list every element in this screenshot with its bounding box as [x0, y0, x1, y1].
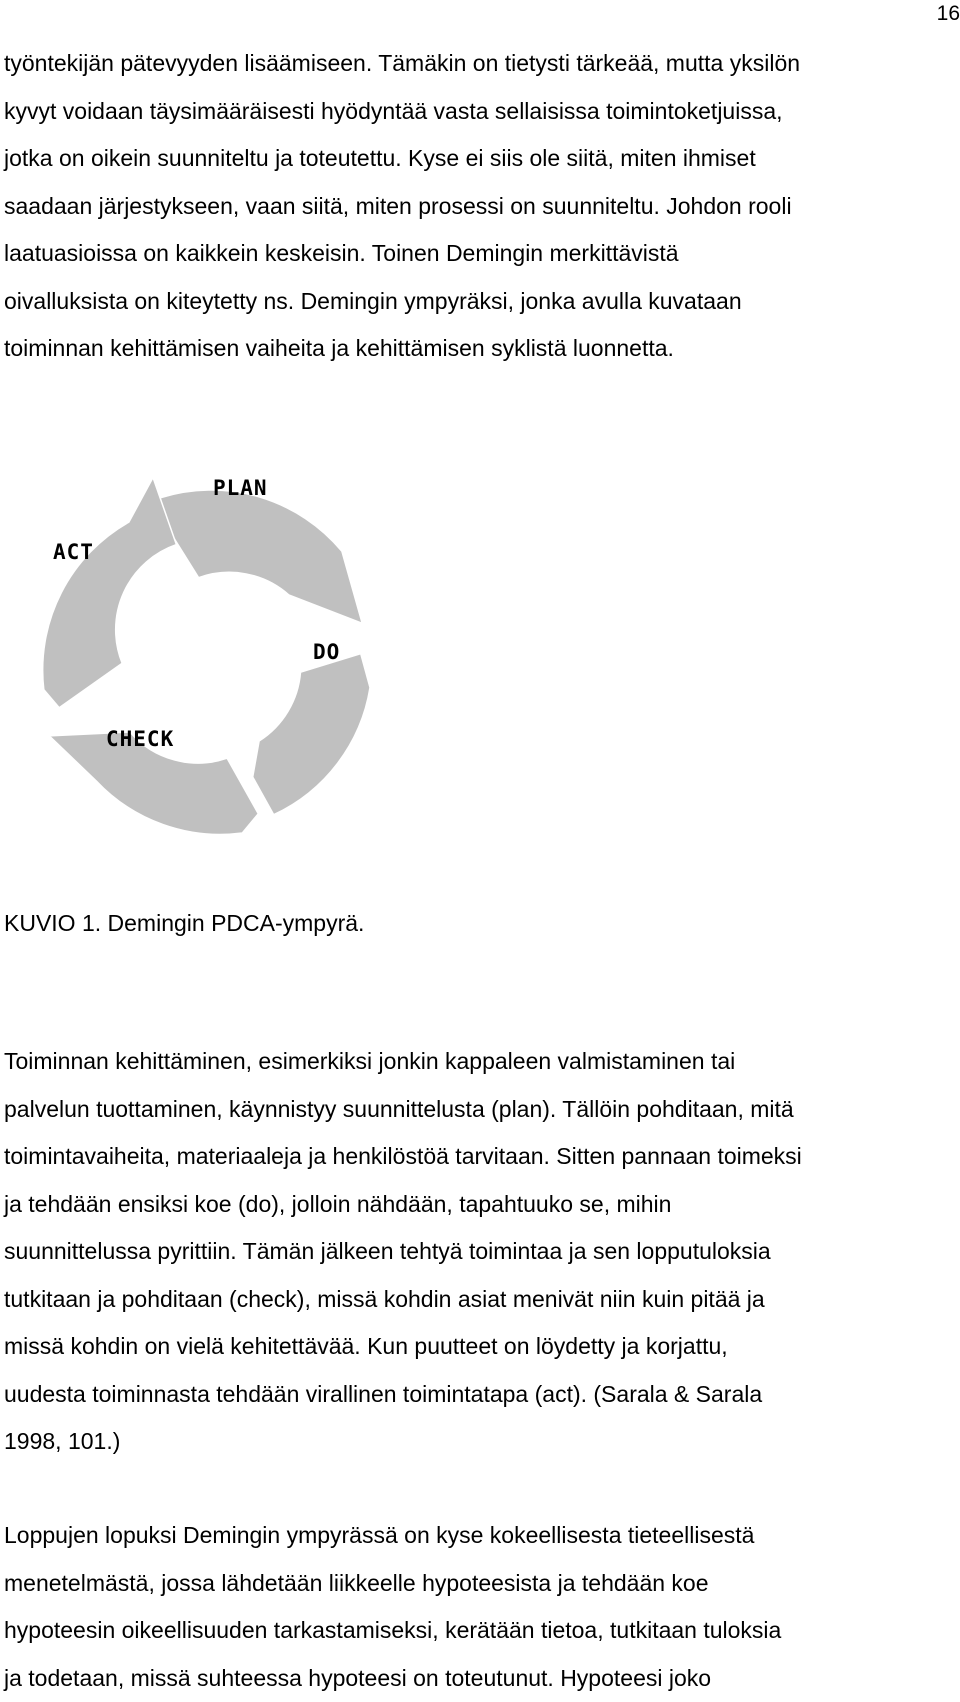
text-line: missä kohdin on vielä kehitettävää. Kun puutteet on löydetty ja korjattu, [4, 1323, 949, 1371]
text-line: suunnittelussa pyrittiin. Tämän jälkeen tehtyä toimintaa ja sen lopputuloksia [4, 1228, 949, 1276]
text-line: kyvyt voidaan täysimääräisesti hyödyntää vasta sellaisissa toimintoketjuissa, [4, 88, 949, 136]
text-line: ja todetaan, missä suhteessa hypoteesi on toteutunut. Hypoteesi joko [4, 1655, 949, 1702]
text-line: 1998, 101.) [4, 1418, 949, 1466]
paragraph-3 [4, 1512, 949, 1702]
text-line: tutkitaan ja pohditaan (check), missä kohdin asiat menivät niin kuin pitää ja [4, 1276, 949, 1324]
figure-caption: KUVIO 1. Demingin PDCA-ympyrä. [4, 905, 364, 941]
text-line: menetelmästä, jossa lähdetään liikkeelle hypoteesista ja tehdään koe [4, 1560, 949, 1608]
text-line: Loppujen lopuksi Demingin ympyrässä on kyse kokeellisesta tieteellisestä [4, 1512, 949, 1560]
act-label: ACT [53, 540, 94, 564]
plan-label: PLAN [213, 476, 268, 500]
text-line: oivalluksista on kiteytetty ns. Demingin ympyräksi, jonka avulla kuvataan [4, 278, 949, 326]
text-line: ja tehdään ensiksi koe (do), jolloin nähdään, tapahtuuko se, mihin [4, 1181, 949, 1229]
text-line: uudesta toiminnasta tehdään virallinen toimintatapa (act). (Sarala & Sarala [4, 1371, 949, 1419]
text-line: toimintavaiheita, materiaaleja ja henkilöstöä tarvitaan. Sitten pannaan toimeksi [4, 1133, 949, 1181]
text-line: saadaan järjestykseen, vaan siitä, miten prosessi on suunniteltu. Johdon rooli [4, 183, 949, 231]
paragraph-1 [4, 40, 949, 373]
pdca-cycle-figure [30, 475, 408, 855]
page-number: 16 [937, 0, 960, 28]
act-arrow-segment [43, 478, 177, 708]
text-line: työntekijän pätevyyden lisäämiseen. Tämäkin on tietysti tärkeää, mutta yksilön [4, 40, 949, 88]
do-arrow-segment [253, 654, 370, 815]
text-line: jotka on oikein suunniteltu ja toteutettu. Kyse ei siis ole siitä, miten ihmiset [4, 135, 949, 183]
text-line: palvelun tuottaminen, käynnistyy suunnittelusta (plan). Tällöin pohditaan, mitä [4, 1086, 949, 1134]
paragraph-2 [4, 1038, 949, 1466]
check-label: CHECK [106, 727, 174, 751]
text-line: hypoteesin oikeellisuuden tarkastamiseksi, kerätään tietoa, tutkitaan tuloksia [4, 1607, 949, 1655]
text-line: laatuasioissa on kaikkein keskeisin. Toinen Demingin merkittävistä [4, 230, 949, 278]
do-label: DO [313, 640, 340, 664]
pdca-cycle-diagram [30, 475, 408, 855]
text-line: toiminnan kehittämisen vaiheita ja kehittämisen syklistä luonnetta. [4, 325, 949, 373]
text-line: Toiminnan kehittäminen, esimerkiksi jonkin kappaleen valmistaminen tai [4, 1038, 949, 1086]
plan-arrow-segment [160, 490, 362, 623]
